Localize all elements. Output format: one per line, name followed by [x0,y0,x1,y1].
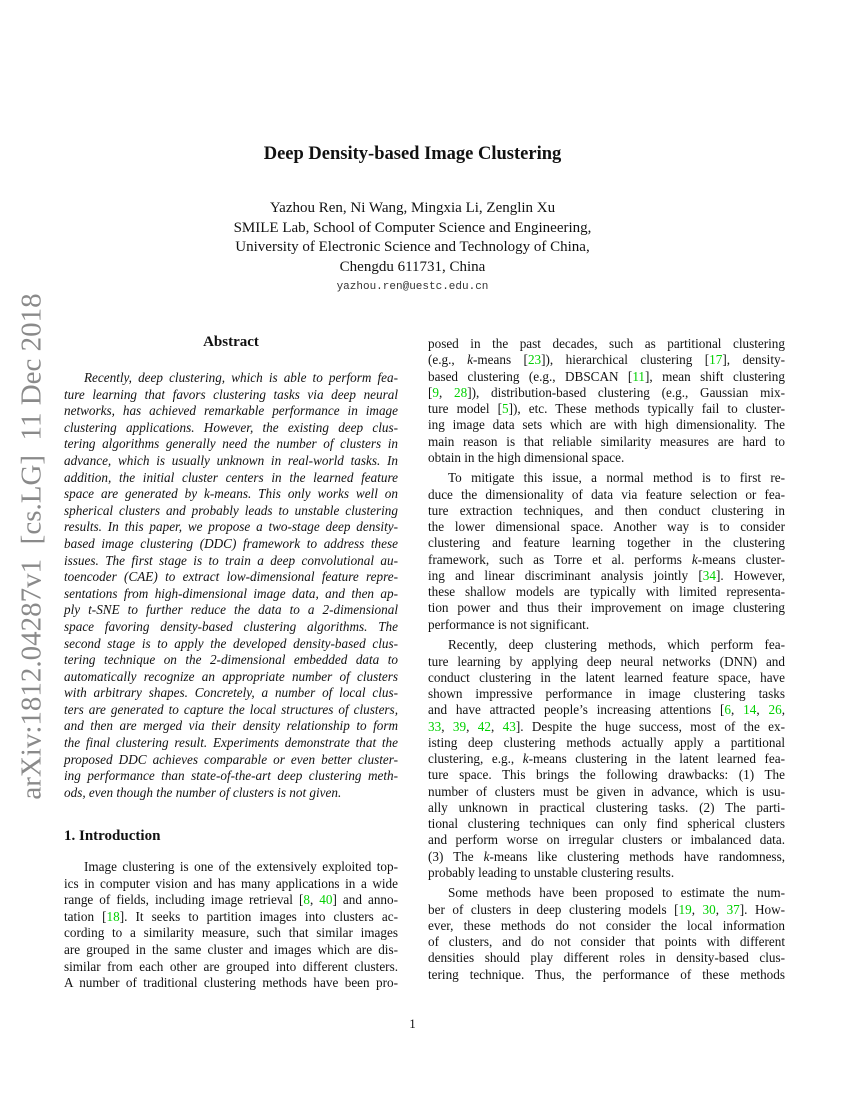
text-run: and have attracted people’s increasing attentions [ [428,702,725,718]
text-line [428,617,785,633]
text-run: tation [ [64,908,107,924]
text-run: ture learning that favors clustering tasks via deep neural [64,386,398,402]
citation-link[interactable]: 5 [502,401,509,416]
text-line [64,669,398,686]
text-line [428,800,785,816]
text-run: Recently, deep clustering, which is able to perform fea- [84,370,398,385]
introduction-body-left [64,859,398,992]
text-run: tering technique on the 2-dimensional embedded data to [64,652,398,668]
citation-link[interactable]: 18 [106,908,120,924]
text-run: ]. However, [715,567,785,583]
text-run: ever, these methods do not consider the local information [428,917,785,933]
text-run: Recently, deep clustering methods, which perform fea- [448,637,785,653]
text-line [428,401,785,417]
affiliation-lab: SMILE Lab, School of Computer Science and Engineering, [233,220,592,236]
text-line [64,752,398,769]
text-run: ber of clusters in deep clustering models [ [428,901,679,917]
text-run: range of fields, including image retrieval [ [64,892,304,908]
citation-link[interactable]: 34 [702,567,716,583]
math-variable: k [204,486,210,502]
text-line [64,586,398,603]
text-run: proposed DDC achieves comparable or even better cluster- [64,751,398,767]
text-line [428,450,785,466]
text-run: and then are merged via their density relationship to form [64,718,398,734]
text-run: densities should play different roles in density-based clus- [428,950,785,966]
citation-link[interactable]: 8 [303,892,310,908]
text-run: ]. Despite the huge success, most of the ex- [515,718,786,734]
text-line [428,369,785,385]
text-run: ods, even though the number of clusters is not given. [64,784,342,800]
text-run: second stage is to apply the developed density-based clus- [64,635,398,651]
citation-link[interactable]: 39 [452,718,467,734]
citation-link[interactable]: 23 [527,352,542,368]
citation-link[interactable]: 43 [502,718,516,734]
affiliation-city: Chengdu 611731, China [339,259,486,275]
text-run: probably leading to unstable clustering results. [428,864,675,880]
text-run: sentations from high-dimensional image data, and then ap- [64,585,398,601]
text-line [428,735,785,751]
text-run: (3) The [428,848,484,864]
text-run: and perform worse on irregular clusters or imbalanced data. [428,832,785,848]
text-run: these shallow models are typically with limited representa- [428,584,785,600]
abstract-heading: Abstract [203,334,259,350]
citation-link[interactable]: 26 [768,702,782,718]
citation-link[interactable]: 9 [432,384,439,400]
arxiv-identifier-stamp: arXiv:1812.04287v1 [cs.LG] 11 Dec 2018 [15,293,48,800]
text-run: cording to a similarity measure, such that similar images [64,925,398,941]
math-variable: k [522,751,529,767]
text-line [64,553,398,570]
text-run: A number of traditional clustering methods have been pro- [64,975,398,991]
text-run: ply t-SNE to further reduce the data to a 2-dimensional [64,602,398,618]
text-run: , [781,702,785,718]
introduction-body-right [428,336,785,983]
text-line [64,420,398,437]
text-line [64,636,398,653]
text-run: ] and anno- [332,892,398,908]
text-line [64,536,398,553]
text-run: performance is not significant. [428,616,590,632]
text-run: [ [428,384,433,400]
text-run: posed in the past decades, such as partitional clustering [428,336,785,351]
text-line [428,918,785,934]
citation-link[interactable]: 40 [319,892,333,908]
citation-link[interactable]: 6 [724,702,731,718]
text-run: ]. How- [739,901,786,917]
text-line [64,387,398,404]
text-line [428,950,785,966]
text-line [428,503,785,519]
text-run: isting deep clustering methods actually apply a partitional [428,734,785,750]
citation-link[interactable]: 14 [743,702,757,718]
text-line [428,767,785,783]
text-run: framework, such as Torre et al. performs [428,551,692,567]
text-run: toencoder (CAE) to extract low-dimensional feature repre- [64,569,398,585]
text-line [64,519,398,536]
text-line [64,959,398,976]
citation-link[interactable]: 17 [709,352,723,368]
text-run: the lower dimensional space. Another way is to consider [428,519,785,535]
text-line [428,535,785,551]
text-line [64,909,398,926]
text-run: duce the dimensionality of data via feature selection or fea- [428,486,785,502]
text-line [428,865,785,881]
text-line [64,403,398,420]
text-run: ture model [ [428,401,502,416]
text-line [64,370,398,387]
text-run: ]), etc. These methods typically fail to cluster- [508,401,786,416]
text-run: ing performance than state-of-the-art deep clustering meth- [64,768,398,784]
text-run: similar from each other are grouped into different clusters. [64,958,398,974]
text-run: space favoring density-based clustering algorithms. The [64,618,398,634]
text-line [64,702,398,719]
text-line [428,751,785,767]
text-run: ally unknown in practical clustering tasks. (2) The parti- [428,799,785,815]
citation-link[interactable]: 33 [428,718,442,734]
text-run: automatically recognize an appropriate number of clusters [64,668,398,684]
text-run: To mitigate this issue, a normal method is to first re- [448,470,785,486]
author-list: Yazhou Ren, Ni Wang, Mingxia Li, Zenglin Xu [269,200,556,216]
text-line [428,385,785,401]
text-run: -means like clustering methods have randomness, [489,848,785,864]
text-line [428,434,785,450]
text-run: ], mean shift clustering [645,368,785,384]
text-run: , [691,901,703,917]
text-run: spherical clusters and probably leads to unstable clustering [64,502,398,518]
text-run: advance, which is usually unknown in real-world tasks. In [64,452,398,468]
text-line [428,470,785,486]
text-line [428,487,785,503]
text-run: tering algorithms generally need the number of clusters in [64,436,398,452]
text-line [64,685,398,702]
text-line [428,352,785,368]
text-run: the final clustering result. Experiments demonstrate that the [64,735,398,751]
text-run: , [309,892,320,908]
text-run: conduct clustering in the latent learned feature space, have [428,669,785,685]
citation-link[interactable]: 42 [477,718,491,734]
text-line [64,925,398,942]
text-run: Image clustering is one of the extensively exploited top- [84,859,398,874]
text-line [428,885,785,901]
text-run: , [441,718,453,734]
text-line [64,436,398,453]
text-line [64,718,398,735]
text-run: tional clustering techniques can only find spherical clusters [428,816,785,832]
text-run: clustering and feature learning together in the clustering [428,535,785,551]
text-run: addition, the initial cluster centers in the learned feature [64,469,398,485]
text-run: clustering applications. However, the existing deep clus- [64,419,398,435]
text-run: issues. The first stage is to train a deep convolutional au- [64,552,398,568]
text-line [428,637,785,653]
text-line [64,503,398,520]
text-run: Some methods have been proposed to estimate the num- [448,885,785,901]
text-run: space are generated by [64,486,205,502]
text-run: -means. This only works well on [209,486,398,502]
text-run: , [730,702,744,718]
text-line [428,584,785,600]
text-line [428,600,785,616]
text-run: -means [ [473,352,528,368]
text-line [64,859,398,876]
paragraph [428,470,785,633]
abstract-body [64,370,398,801]
text-run: , [715,901,727,917]
text-run: with arbitrary shapes. Concretely, a number of local clus- [64,685,398,701]
text-line [428,849,785,865]
text-run: ters are generated to capture the local structures of clusters, [64,701,398,717]
text-line [64,876,398,893]
text-line [428,417,785,433]
text-run: ture learning by applying deep neural networks (DNN) and [428,653,785,669]
text-run: , [439,384,454,400]
page-number: 1 [409,1016,416,1031]
text-run: tering technique. Thus, the performance of these methods [428,966,785,982]
text-line [428,552,785,568]
math-variable: k [691,551,698,567]
math-variable: k [467,352,474,368]
text-line [428,336,785,352]
text-run: of clusters, and do not consider that points with different [428,934,785,950]
text-run: , [466,718,478,734]
text-line [64,975,398,992]
citation-link[interactable]: 30 [702,901,716,917]
paper-title: Deep Density-based Image Clustering [263,144,562,164]
paragraph [64,859,398,992]
paragraph [428,885,785,983]
text-run: ing image data sets which are with high dimensionality. The [428,417,785,433]
text-run: ture space. This brings the following drawbacks: (1) The [428,767,785,783]
text-line [428,934,785,950]
text-line [64,735,398,752]
text-line [64,785,398,802]
text-run: based image clustering (DDC) framework to address these [64,535,398,551]
text-line [64,768,398,785]
paragraph [64,370,398,801]
text-run: are grouped in the same cluster and images which are dis- [64,941,398,957]
text-run: tion power and thus their improvement on image clustering [428,600,785,616]
text-run: , [756,702,769,718]
text-run: ]), distribution-based clustering (e.g., Gaussian mix- [467,384,785,400]
text-line [428,519,785,535]
text-run: -means clustering in the latent learned fea- [528,751,786,767]
author-email[interactable]: yazhou.ren@uestc.edu.cn [336,281,489,293]
citation-link[interactable]: 37 [726,901,740,917]
text-run: -means cluster- [697,551,785,567]
citation-link[interactable]: 28 [454,384,468,400]
text-run: , [490,718,503,734]
text-line [428,670,785,686]
text-line [428,686,785,702]
text-line [428,816,785,832]
text-run: ics in computer vision and has many applications in a wide [64,875,398,891]
text-run: networks, has achieved remarkable performance in image [64,403,398,419]
text-line [64,652,398,669]
citation-link[interactable]: 11 [632,368,646,384]
text-run: ]. It seeks to partition images into clusters ac- [119,908,398,924]
text-run: results. In this paper, we propose a two-stage deep density- [64,519,398,535]
text-run: ], density- [722,352,785,368]
text-run: clustering, e.g., [428,751,523,767]
introduction-heading: 1. Introduction [64,828,161,844]
text-line [64,892,398,909]
text-run: shown impressive performance in image clustering tasks [428,686,785,702]
text-line [428,784,785,800]
text-line [64,486,398,503]
paragraph [428,637,785,881]
text-line [64,942,398,959]
text-line [64,602,398,619]
text-run: obtain in the high dimensional space. [428,449,625,465]
text-run: main reason is that reliable similarity measures are hard to [428,433,785,449]
text-line [428,654,785,670]
text-line [64,453,398,470]
text-line [64,569,398,586]
affiliation-university: University of Electronic Science and Technology of China, [235,239,590,255]
text-line [428,702,785,718]
text-line [64,619,398,636]
text-run: based clustering (e.g., DBSCAN [ [428,368,633,384]
text-line [428,568,785,584]
paragraph [428,336,785,466]
citation-link[interactable]: 19 [678,901,692,917]
text-run: ture extraction techniques, and then conduct clustering in [428,502,785,518]
text-line [428,902,785,918]
text-run: ]), hierarchical clustering [ [541,352,710,368]
text-run: ing and linear discriminant analysis jointly [ [428,567,703,583]
text-run: number of clusters must be given in advance, which is usu- [428,783,785,799]
text-line [428,719,785,735]
text-run: (e.g., [428,352,468,368]
text-line [428,967,785,983]
math-variable: k [483,848,490,864]
text-line [64,470,398,487]
text-line [428,832,785,848]
